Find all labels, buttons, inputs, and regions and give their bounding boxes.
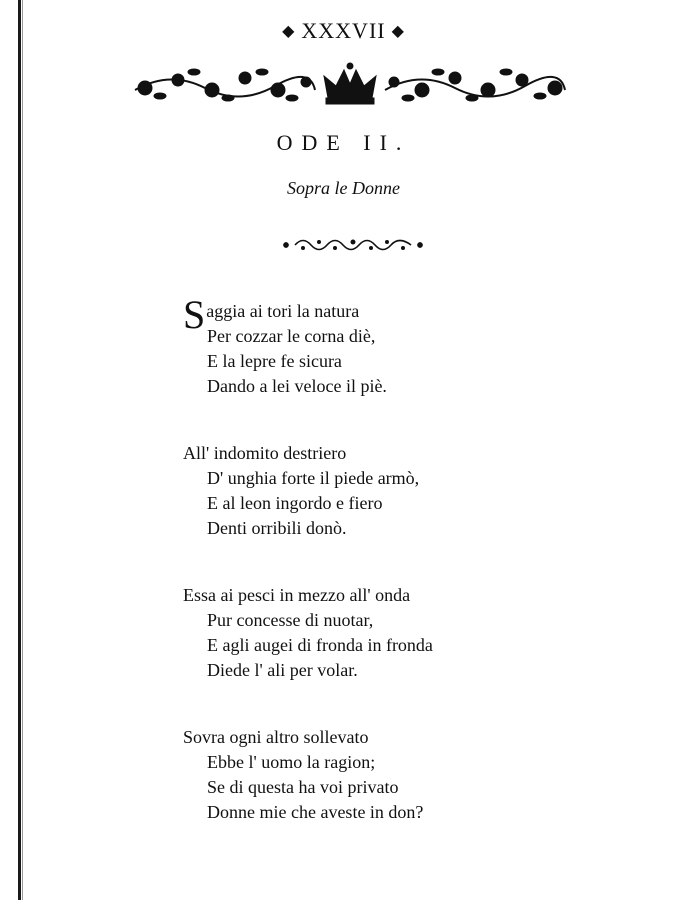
stanza-4 <box>183 725 623 825</box>
poem-line: E la lepre fe sicura <box>207 351 342 371</box>
poem-line: Donne mie che aveste in don? <box>207 802 424 822</box>
ode-title: ODE II. <box>276 130 411 155</box>
poem-line: Sovra ogni altro sollevato <box>183 727 369 747</box>
poem-line: Se di questa ha voi privato <box>207 777 399 797</box>
poem-line: E al leon ingordo e fiero <box>207 493 383 513</box>
drop-cap: S <box>183 292 206 337</box>
poem-line: Pur concesse di nuotar, <box>207 610 374 630</box>
poem-line: E agli augei di fronda in fronda <box>207 635 433 655</box>
poem-line: Diede l' ali per volar. <box>207 660 358 680</box>
poem-body <box>183 285 623 867</box>
stanza-2 <box>183 441 623 541</box>
poem-line: Denti orribili donò. <box>207 518 347 538</box>
page-number <box>0 18 687 44</box>
ornamental-divider-icon <box>277 234 429 256</box>
floral-crown-headband-icon <box>130 60 570 108</box>
page-number-text: XXXVII <box>301 18 386 43</box>
diamond-ornament-left-icon: ◆ <box>282 23 296 40</box>
poem-line: Ebbe l' uomo la ragion; <box>207 752 376 772</box>
stanza-3 <box>183 583 623 683</box>
poem-line-text: aggia ai tori la natura <box>206 301 360 321</box>
diamond-ornament-right-icon: ◆ <box>391 23 405 40</box>
ode-subtitle: Sopra le Donne <box>287 178 400 198</box>
poem-line: Dando a lei veloce il piè. <box>207 376 387 396</box>
poem-line: Essa ai pesci in mezzo all' onda <box>183 585 411 605</box>
poem-line: D' unghia forte il piede armò, <box>207 468 420 488</box>
poem-line: All' indomito destriero <box>183 443 347 463</box>
poem-line: Per cozzar le corna diè, <box>207 326 376 346</box>
stanza-1 <box>183 285 623 399</box>
